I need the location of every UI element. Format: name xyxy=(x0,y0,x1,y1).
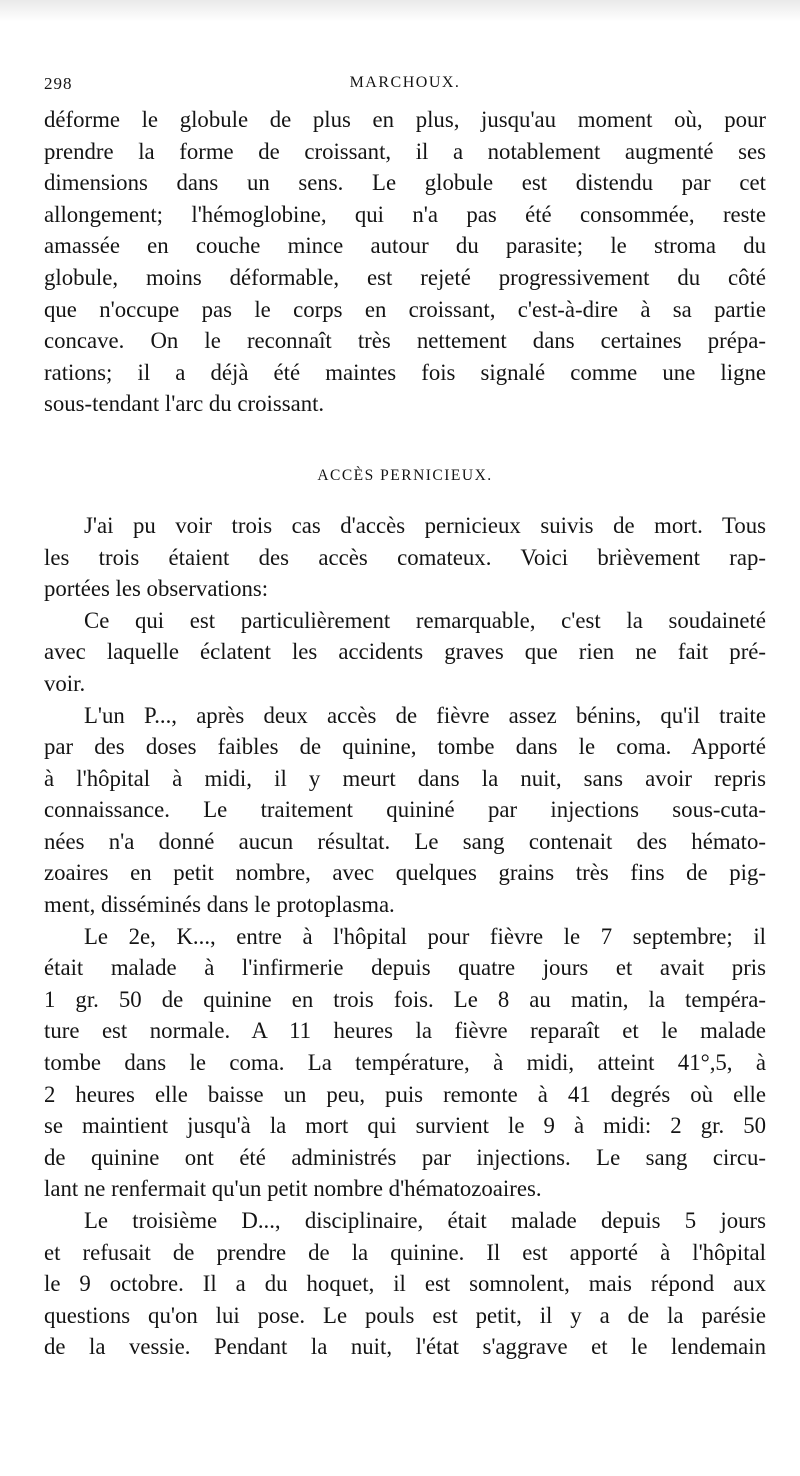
text-line: les trois étaient des accès comateux. Voici brièvement rap- xyxy=(44,544,766,570)
text-line: de quinine ont été administrés par injections. Le sang circu- xyxy=(44,1144,766,1170)
text-line: L'un P..., après deux accès de fièvre assez bénins, qu'il traite xyxy=(84,702,766,728)
text-line: nées n'a donné aucun résultat. Le sang contenait des hémato- xyxy=(44,828,766,854)
book-page xyxy=(44,70,766,1363)
text-line: allongement; l'hémoglobine, qui n'a pas été consommée, reste xyxy=(44,201,766,227)
text-line: amassée en couche mince autour du parasite; le stroma du xyxy=(44,233,766,259)
text-line: par des doses faibles de quinine, tombe dans le coma. Apporté xyxy=(44,734,766,760)
text-line: et refusait de prendre de la quinine. Il est apporté à l'hôpital xyxy=(44,1239,766,1265)
text-line: zoaires en petit nombre, avec quelques grains très fins de pig- xyxy=(44,860,766,886)
text-line: lant ne renfermait qu'un petit nombre d'hématozoaires. xyxy=(44,1176,542,1202)
text-line: Le troisième D..., disciplinaire, était malade depuis 5 jours xyxy=(84,1208,766,1233)
text-line: globule, moins déformable, est rejeté progressivement du côté xyxy=(44,264,766,290)
paragraph-case-three xyxy=(44,1205,766,1363)
running-title: MARCHOUX. xyxy=(349,74,461,91)
section-heading: ACCÈS PERNICIEUX. xyxy=(317,466,493,484)
text-line: ture est normale. A 11 heures la fièvre reparaît et le malade xyxy=(44,1018,766,1044)
text-line: Le 2e, K..., entre à l'hôpital pour fièvre le 7 septembre; il xyxy=(84,923,766,949)
text-line: à l'hôpital à midi, il y meurt dans la nuit, sans avoir repris xyxy=(44,765,766,791)
text-line: voir. xyxy=(44,670,86,696)
paragraph-intro xyxy=(44,510,766,605)
text-line: déforme le globule de plus en plus, jusqu'au moment où, pour xyxy=(44,107,766,132)
paragraph-case-one xyxy=(44,700,766,921)
text-line: ment, disséminés dans le protoplasma. xyxy=(44,892,395,918)
text-line: J'ai pu voir trois cas d'accès pernicieux suivis de mort. Tous xyxy=(84,512,766,538)
text-line: prendre la forme de croissant, il a notablement augmenté ses xyxy=(44,138,766,164)
paragraph-case-two xyxy=(44,921,766,1205)
text-line: portées les observations: xyxy=(44,576,269,602)
running-header xyxy=(44,70,766,104)
text-line: 1 gr. 50 de quinine en trois fois. Le 8 au matin, la tempéra- xyxy=(44,986,766,1012)
text-line: avec laquelle éclatent les accidents graves que rien ne fait pré- xyxy=(44,639,766,665)
text-line: de la vessie. Pendant la nuit, l'état s'aggrave et le lendemain xyxy=(44,1334,766,1360)
text-line: sous-tendant l'arc du croissant. xyxy=(44,391,325,417)
text-line: questions qu'on lui pose. Le pouls est petit, il y a de la parésie xyxy=(44,1302,766,1328)
scan-edge xyxy=(0,0,800,22)
text-line: était malade à l'infirmerie depuis quatre jours et avait pris xyxy=(44,955,766,981)
text-line: concave. On le reconnaît très nettement dans certaines prépa- xyxy=(44,328,766,354)
text-line: le 9 octobre. Il a du hoquet, il est somnolent, mais répond aux xyxy=(44,1271,766,1297)
text-line: se maintient jusqu'à la mort qui survient le 9 à midi: 2 gr. 50 xyxy=(44,1113,766,1139)
text-line: tombe dans le coma. La température, à midi, atteint 41°,5, à xyxy=(44,1050,766,1076)
paragraph-remark xyxy=(44,605,766,700)
page-number: 298 xyxy=(44,74,73,93)
text-line: Ce qui est particulièrement remarquable, c'est la soudaineté xyxy=(84,607,766,633)
text-line: 2 heures elle baisse un peu, puis remonte à 41 degrés où elle xyxy=(44,1081,766,1107)
text-line: dimensions dans un sens. Le globule est distendu par cet xyxy=(44,170,766,196)
paragraph-continuation xyxy=(44,104,766,420)
text-line: connaissance. Le traitement quininé par injections sous-cuta- xyxy=(44,797,766,823)
text-line: que n'occupe pas le corps en croissant, c'est-à-dire à sa partie xyxy=(44,296,766,322)
text-line: rations; il a déjà été maintes fois signalé comme une ligne xyxy=(44,359,766,385)
